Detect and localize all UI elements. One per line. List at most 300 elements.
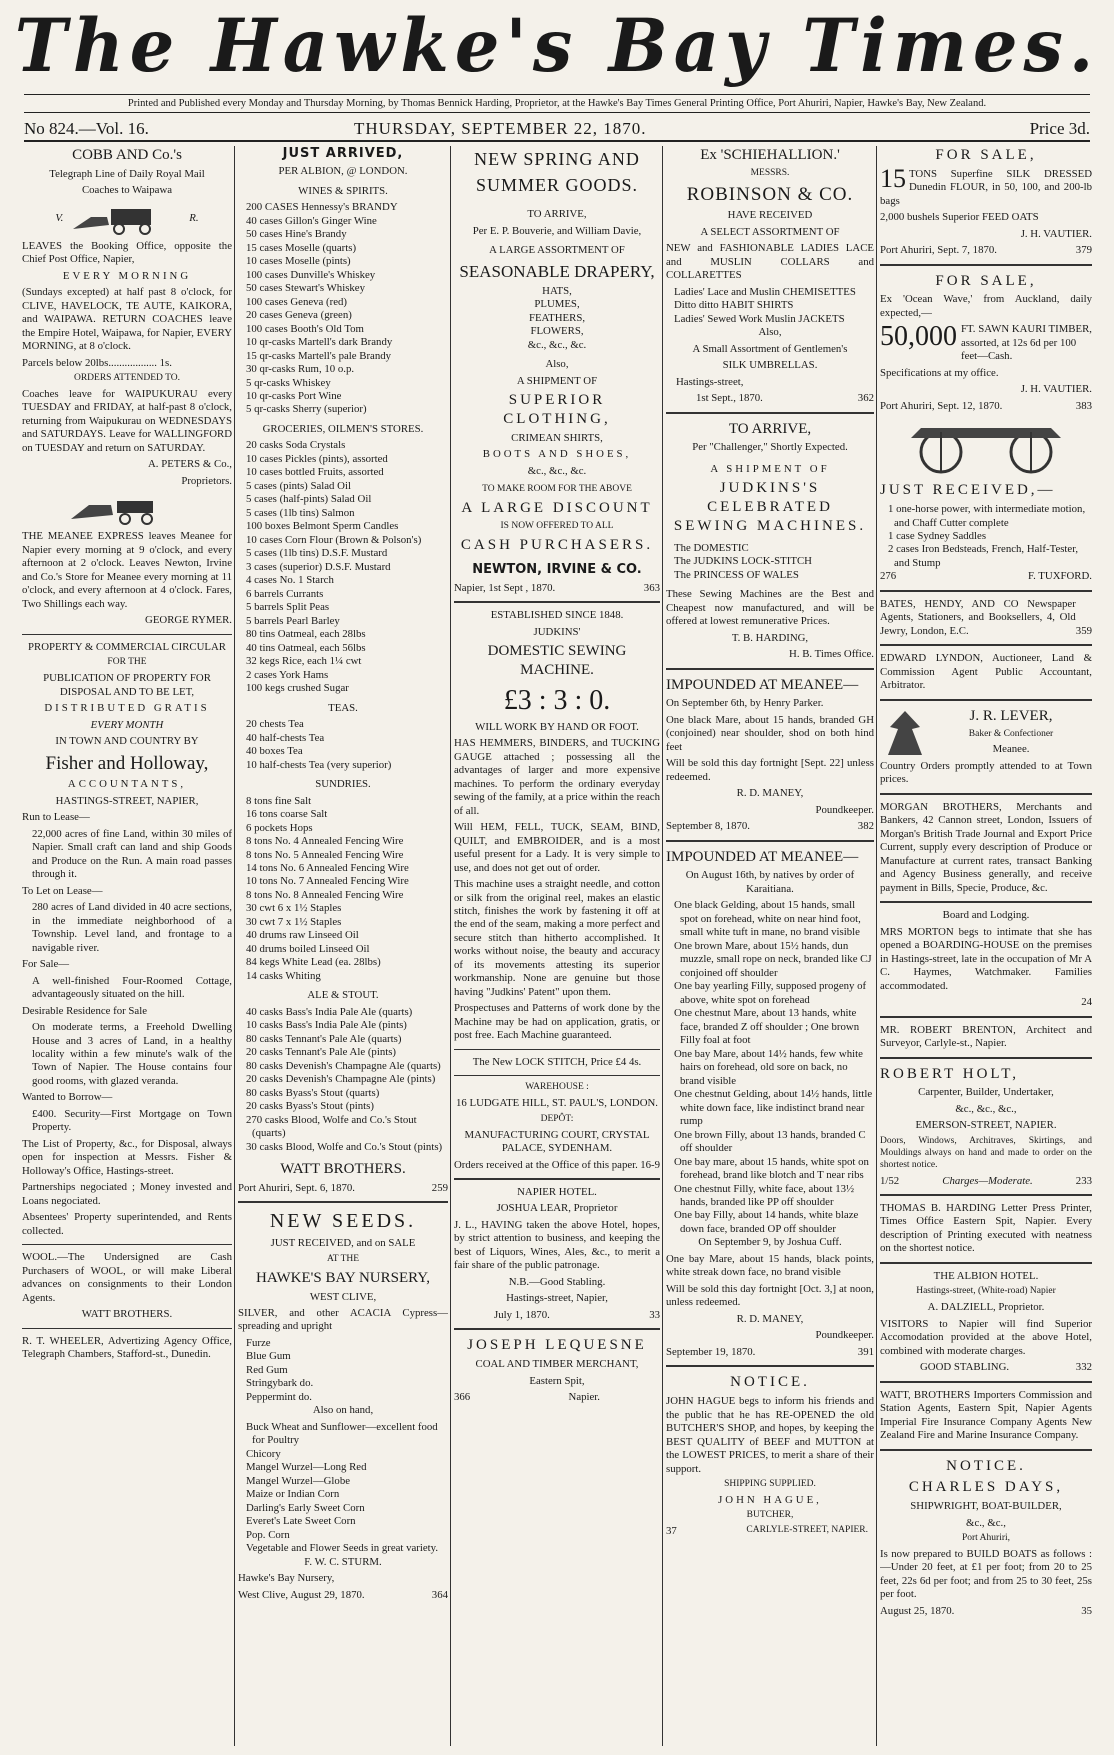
wool-notice: WOOL.—The Undersigned are Cash Purchasers of WOOL, or will make Liberal advances on consignments to their London Agents. (22, 1251, 232, 1304)
column-2 (238, 146, 448, 1746)
list-item: 8 tons No. 4 Annealed Fencing Wire (246, 835, 404, 848)
offered-to-all: IS NOW OFFERED TO ALL (500, 520, 614, 531)
list-item: 100 cases Geneva (red) (246, 295, 348, 308)
feed-oats: 2,000 bushels Superior FEED OATS (880, 211, 1039, 224)
list-item: 5 qr-casks Whiskey (246, 376, 331, 389)
list-item: 20 casks Byass's Stout (pints) (246, 1100, 374, 1113)
distributed-gratis: DISTRIBUTED GRATIS (44, 702, 210, 715)
list-item: Pop. Corn (246, 1528, 290, 1541)
holt-number-1: 1/52 (880, 1174, 900, 1187)
residence-heading: Desirable Residence for Sale (22, 1004, 148, 1017)
list-item: Ditto ditto HABIT SHIRTS (674, 299, 794, 312)
machine-hem: Will HEM, FELL, TUCK, SEAM, BIND, QUILT, and EMBROIDER, and is a most useful present for a Lady. It is very simple to use, and does not get out of order. (454, 821, 660, 874)
just-received: JUST RECEIVED,— (880, 482, 1056, 499)
newton-date: Napier, 1st Sept , 1870. (454, 581, 556, 594)
albion-street: Hastings-street, (White-road) Napier (916, 1286, 1056, 1297)
vautier-date: Port Ahuriri, Sept. 7, 1870. (880, 244, 997, 257)
maney-signature: R. D. MANEY, (736, 787, 804, 800)
list-item: 40 casks Bass's India Pale Ale (quarts) (246, 1005, 413, 1018)
vautier-signature-2: J. H. VAUTIER. (1020, 383, 1092, 396)
at-the: AT THE (326, 1253, 360, 1264)
list-item: 40 cases Gillon's Ginger Wine (246, 214, 377, 227)
days-footer (880, 1605, 1092, 1618)
shipwright: SHIPWRIGHT, BOAT-BUILDER, (910, 1500, 1062, 1513)
list-item: 1 case Sydney Saddles (888, 530, 987, 542)
rymer-signature: GEORGE RYMER. (145, 614, 232, 627)
new-seeds: NEW SEEDS. (269, 1210, 417, 1233)
vautier-number-2: 383 (1075, 399, 1092, 412)
list-item: 8 tons No. 8 Annealed Fencing Wire (246, 888, 404, 901)
list-item: 80 casks Byass's Stout (quarts) (246, 1086, 380, 1099)
drapery-list (454, 285, 660, 339)
list-item: Mangel Wurzel—Globe (246, 1474, 351, 1487)
list-item: HATS, (542, 284, 572, 297)
also: Also, (758, 326, 782, 339)
impounded-sold-1: Will be sold this day fortnight [Sept. 22] unless redeemed. (666, 757, 874, 783)
impounded-number-1: 382 (857, 820, 874, 833)
hotel-body: J. L., HAVING taken the above Hotel, hopes, by strict attention to business, and keeping the best of Liquors, Wines, Ales, &c., to merit a fair share of the public patronage. (454, 1218, 660, 1272)
list-item: 80 tins Oatmeal, each 28lbs (246, 628, 366, 641)
kauri-body: FT. SAWN KAURI TIMBER, assorted, at 12s 6d per 100 feet—Cash. (961, 323, 1092, 363)
divider (666, 412, 874, 414)
hague-footer (666, 1525, 874, 1538)
divider (880, 1057, 1092, 1059)
hotel-number: 33 (649, 1308, 660, 1321)
meanee-engraving (22, 492, 232, 526)
issue-price: Price 3d. (1029, 119, 1090, 138)
holt-charges: Charges—Moderate. (942, 1174, 1033, 1187)
divider (880, 1194, 1092, 1196)
days-etc: &c., &c., (966, 1516, 1006, 1529)
property-publication: PUBLICATION OF PROPERTY FOR DISPOSAL AND TO BE LET, (43, 672, 211, 698)
machines-body: These Sewing Machines are the Best and Cheapest now manufactured, and will be offered at lowest remunerative Prices. (666, 588, 874, 628)
peters-signature: A. PETERS & Co., (148, 458, 232, 471)
tuxford-footer (880, 570, 1092, 583)
list-item: 1 one-horse power, with intermediate motion, and Chaff Cutter complete (888, 503, 1086, 529)
divider (454, 601, 660, 603)
list-item: Mangel Wurzel—Long Red (246, 1461, 367, 1474)
divider (880, 901, 1092, 903)
list-item: 5 cases (1lb tins) Salmon (246, 506, 355, 519)
list-item: 10 qr-casks Port Wine (246, 390, 342, 402)
large-assortment: A LARGE ASSORTMENT OF (489, 244, 625, 257)
teas-heading: TEAS. (328, 701, 358, 714)
cobb-subtitle: Telegraph Line of Daily Royal Mail (49, 167, 205, 180)
napier-hotel: NAPIER HOTEL. (517, 1186, 597, 1198)
list-item: 8 tons fine Salt (246, 794, 312, 807)
sturm-footer (238, 1589, 448, 1602)
west-clive: WEST CLIVE, (309, 1290, 377, 1303)
orders-attended: ORDERS ATTENDED TO. (73, 373, 180, 384)
list-item: 2 cases Iron Bedsteads, French, Half-Tester, and Stump (888, 543, 1079, 569)
cut-label-right: R. (189, 211, 199, 224)
vautier-signature: J. H. VAUTIER. (1020, 227, 1092, 240)
partnerships: Partnerships negociated ; Money invested and Loans negociated. (22, 1181, 232, 1207)
sturm-date: West Clive, August 29, 1870. (238, 1588, 365, 1601)
sturm-place: Hawke's Bay Nursery, (238, 1572, 335, 1585)
seed-list (238, 1337, 448, 1404)
list-item: One bay Mare, about 14½ hands, few white hairs on forehead, old sore on back, no brand visible (674, 1047, 863, 1087)
bates-number: 359 (1075, 624, 1092, 637)
list-item: 3 cases (superior) D.S.F. Mustard (246, 560, 391, 573)
divider (880, 1381, 1092, 1383)
shipment-of: A SHIPMENT OF (516, 374, 598, 387)
lever-ad (880, 707, 1092, 760)
tuxford-list (880, 503, 1092, 570)
list-item: 20 casks Soda Crystals (246, 439, 346, 452)
models-list (666, 542, 874, 582)
fisher-holloway: Fisher and Holloway, (45, 752, 209, 774)
harding-signature: T. B. HARDING, (731, 631, 809, 644)
list-item: 40 boxes Tea (246, 745, 303, 758)
divider (880, 264, 1092, 266)
column-rule (876, 146, 877, 1746)
list-item: 20 cases Geneva (green) (246, 309, 352, 322)
hand-list (238, 1421, 448, 1556)
list-item: 16 tons coarse Salt (246, 808, 328, 821)
notice-heading-2: NOTICE. (946, 1457, 1026, 1474)
list-item: Darling's Early Sweet Corn (246, 1501, 365, 1514)
accountants: ACCOUNTANTS, (67, 778, 187, 791)
robinson-list (666, 286, 874, 326)
poundkeeper-label: Poundkeeper. (815, 803, 874, 816)
list-item: FLOWERS, (530, 325, 584, 338)
residence-body: On moderate terms, a Freehold Dwelling House and 3 acres of Land, in a healthy locality within a few minute's walk of the Town of Napier. The House contains four good rooms, with glazed veranda. (32, 1021, 232, 1087)
judkins-name: JUDKINS' (533, 625, 581, 638)
judkins-celebrated: JUDKINS'S CELEBRATED SEWING MACHINES. (673, 480, 867, 534)
orders-footer (454, 1159, 660, 1172)
carriage-icon (67, 493, 187, 525)
watt-signature: WATT BROTHERS. (81, 1308, 173, 1321)
divider (880, 644, 1092, 646)
also: Also, (545, 358, 569, 371)
impounded-footer-1 (666, 820, 874, 833)
town-and-country: IN TOWN AND COUNTRY BY (55, 735, 199, 748)
impounded-number-2: 391 (857, 1345, 874, 1358)
country-orders: Country Orders promptly attended to at Town prices. (880, 759, 1092, 786)
good-stabling: N.B.—Good Stabling. (508, 1275, 606, 1288)
seasonable-drapery: SEASONABLE DRAPERY, (459, 261, 655, 281)
column-rule (450, 146, 451, 1746)
wheeler-agency: R. T. WHEELER, Advertizing Agency Office, Telegraph Chambers, Stafford-st., Dunedin. (22, 1334, 232, 1361)
machine-needle: This machine uses a straight needle, and cotton or silk from the original reel, makes an elastic stitch, finishes the work by fastening it off at the end of the seam, making a more perfect and secure stitch than hitherto accomplished. It works without noise, the beauty and accuracy of its movements attesting its superior workmanship. None are genuine but those having "Judkins' Patent" upon them. (454, 878, 660, 998)
divider (22, 1244, 232, 1245)
list-item: 50 cases Hine's Brandy (246, 228, 347, 241)
list-item: 15 cases Moselle (quarts) (246, 241, 357, 254)
shipment-of: A SHIPMENT OF (710, 462, 830, 475)
list-item: 10 casks Bass's India Pale Ale (pints) (246, 1019, 407, 1032)
run-body: 22,000 acres of fine Land, within 30 miles of Napier. Small craft can land and ship Goods and Produce on the Run. A main road passes through it. (32, 827, 232, 881)
list-item: 5 cases (pints) Salad Oil (246, 479, 351, 492)
messrs: MESSRS. (750, 167, 790, 178)
silk-umbrellas: SILK UMBRELLAS. (722, 359, 818, 372)
sturm-signature: F. W. C. STURM. (304, 1555, 382, 1568)
tuxford-signature: F. TUXFORD. (1027, 570, 1092, 583)
list-item: 5 qr-casks Sherry (superior) (246, 403, 367, 416)
crimean-shirts: CRIMEAN SHIRTS, (511, 431, 603, 444)
board-lodging: Board and Lodging. (942, 909, 1030, 922)
cobb-body-2: (Sundays excepted) at half past 8 o'clock, for CLIVE, HAVELOCK, TE AUTE, KAIKORA, and WAIPAWA. RETURN COACHES leave the Empire Hotel, Waipawa, for Napier, EVERY MORNING, at 8 o'clock. (22, 286, 232, 353)
cobb-every-morning: EVERY MORNING (62, 269, 192, 282)
borrow-body: £400. Security—First Mortgage on Town Property. (32, 1107, 232, 1134)
divider (22, 634, 232, 635)
newton-footer (454, 582, 660, 595)
orders-number: 16-9 (640, 1158, 660, 1171)
list-item: 14 casks Whiting (246, 969, 321, 982)
tuxford-number: 276 (880, 570, 897, 583)
list-item: 20 chests Tea (246, 718, 304, 731)
list-item: 100 cases Booth's Old Tom (246, 322, 364, 335)
silver-acacia: SILVER, and other ACACIA Cypress—spreading and upright (238, 1306, 448, 1333)
thomas-harding: THOMAS B. HARDING Letter Press Printer, Times Office Eastern Spit, Napier. Every description of Printing executed with neatness on the shortest notice. (880, 1201, 1092, 1255)
grocery-heading: GROCERIES, OILMEN'S STORES. (262, 422, 424, 435)
ale-heading: ALE & STOUT. (307, 989, 379, 1002)
edward-lyndon: EDWARD LYNDON, Auctioneer, Land & Commission Agent Public Accountant, Arbitrator. (880, 652, 1092, 692)
sundry-list (238, 795, 448, 984)
tea-list (238, 718, 448, 772)
times-office: H. B. Times Office. (789, 648, 874, 661)
maney-signature-2: R. D. MANEY, (736, 1312, 804, 1325)
list-item: 2 cases York Hams (246, 668, 329, 681)
impounded-date-1: September 8, 1870. (666, 820, 750, 833)
list-item: PLUMES, (534, 298, 580, 311)
per-albion: PER ALBION, @ LONDON. (278, 165, 408, 178)
joseph-napier: Napier. (568, 1391, 600, 1404)
list-item: 40 drums boiled Linseed Oil (246, 942, 370, 955)
property-circular-title: PROPERTY & COMMERCIAL CIRCULAR (27, 640, 227, 653)
list-item: One bay Filly, about 14 hands, white blaze down face, branded OP off shoulder (674, 1209, 859, 1235)
sundries-heading: SUNDRIES. (315, 778, 371, 791)
masthead (0, 0, 1114, 92)
parcels-rate: Parcels below 20lbs.................. 1s. (22, 356, 172, 369)
nursery-name: HAWKE'S BAY NURSERY, (256, 1269, 430, 1286)
flour-ad (880, 163, 1092, 208)
list-item: 40 drums raw Linseed Oil (246, 929, 359, 942)
shipping-supplied: SHIPPING SUPPLIED. (724, 1478, 816, 1489)
list-item: 30 casks Blood, Wolfe and Co.'s Stout (pints) (246, 1140, 443, 1153)
per-challenger: Per "Challenger," Shortly Expected. (692, 441, 848, 454)
meanee-express: THE MEANEE EXPRESS leaves Meanee for Napier every morning at 9 o'clock, and every afternoon at 2 o'clock. Leaves Newton, Irvine and Co.'s Store for Meanee every morning at 11 o'clock, and every afternoon at 4 o'clock. Fares, Two Shillings each way. (22, 530, 232, 610)
cobb-subtitle-2: Coaches to Waipawa (81, 184, 173, 197)
every-month: EVERY MONTH (90, 718, 164, 731)
impounded-heading-1: IMPOUNDED AT MEANEE— (666, 676, 859, 693)
list-item: 100 boxes Belmont Sperm Candles (246, 520, 399, 533)
list-item: 100 kegs crushed Sugar (246, 682, 349, 695)
list-item: Ladies' Sewed Work Muslin JACKETS (674, 312, 845, 325)
warehouse-label: WAREHOUSE : (525, 1082, 589, 1093)
etc-line-2: &c., &c., &c. (527, 464, 587, 477)
vautier-footer-2 (880, 400, 1092, 413)
list-item: 30 cwt 7 x 1½ Staples (246, 915, 342, 928)
list-item: 14 tons No. 6 Annealed Fencing Wire (246, 861, 409, 874)
column-5 (880, 146, 1092, 1746)
coal-timber: COAL AND TIMBER MERCHANT, (475, 1358, 639, 1371)
newton-irvine: NEWTON, IRVINE & CO. (472, 562, 642, 578)
list-item: 80 casks Tennant's Pale Ale (quarts) (246, 1032, 402, 1045)
column-rule (662, 146, 663, 1746)
list-item: 10 qr-casks Martell's dark Brandy (246, 336, 393, 349)
kauri-quantity: 50,000 (880, 321, 957, 353)
list-item: The PRINCESS OF WALES (674, 568, 799, 581)
absentees: Absentees' Property superintended, and Rents collected. (22, 1211, 232, 1237)
morton-body: MRS MORTON begs to intimate that she has opened a BOARDING-HOUSE on the premises in Hastings-street, late in the occupation of Mr A C. Haymes, Watchmaker. Families accommodated. (880, 925, 1092, 992)
divider (454, 1075, 660, 1076)
divider (238, 1201, 448, 1203)
flour-body: TONS Superfine SILK DRESSED Dunedin FLOUR, in 50, 100, and 200-lb bags (880, 167, 1092, 207)
carlyle-street: CARLYLE-STREET, NAPIER. (746, 1525, 868, 1536)
bates-ad (880, 598, 1092, 638)
lock-stitch-price: The New LOCK STITCH, Price £4 4s. (472, 1055, 642, 1068)
divider (880, 793, 1092, 795)
impounded-bay: One bay Mare, about 15 hands, black points, white streak down face, no brand visible (666, 1252, 874, 1279)
list-item: Buck Wheat and Sunflower—excellent food for Poultry (246, 1420, 438, 1447)
cobb-body: LEAVES the Booking Office, opposite the Chief Post Office, Napier, (22, 239, 232, 266)
hotel-footer (454, 1309, 660, 1322)
list-item: The JUDKINS LOCK-STITCH (674, 555, 812, 568)
list-item: FEATHERS, (528, 311, 586, 324)
impounded-footer-2 (666, 1346, 874, 1359)
etc-line: &c., &c., &c. (527, 338, 587, 351)
divider (880, 1016, 1092, 1018)
column-4 (666, 146, 874, 1746)
build-boats: Is now prepared to BUILD BOATS as follows :—Under 20 feet, at £1 per foot; from 20 to 25 feet, 22s 6d per foot; and from 25 to 30 feet, 25s per foot. (880, 1547, 1092, 1601)
divider (22, 1328, 232, 1329)
divider (454, 1178, 660, 1180)
john-hague: JOHN HAGUE, (718, 1493, 822, 1506)
sturm-number: 364 (431, 1588, 448, 1601)
list-item: One brown Filly, about 13 hands, branded C off shoulder (674, 1128, 866, 1155)
list-item: 80 casks Devenish's Champagne Ale (quarts) (246, 1059, 441, 1072)
list-item: Peppermint do. (246, 1390, 312, 1403)
hastings-street: HASTINGS-STREET, NAPIER, (55, 794, 199, 807)
list-item: One bay mare, about 15 hands, white spot on forehead, brand like blotch and T near ribs (674, 1155, 869, 1182)
baker-label: Baker & Confectioner (968, 728, 1054, 739)
list-item: 10 half-chests Tea (very superior) (246, 758, 392, 771)
ex-schiehallion: Ex 'SCHIEHALLION.' (700, 147, 840, 163)
ocean-wave: Ex 'Ocean Wave,' from Auckland, daily expected,— (880, 293, 1092, 319)
impounded-on-3: On September 9, by Joshua Cuff. (698, 1236, 842, 1249)
make-room: TO MAKE ROOM FOR THE ABOVE (482, 484, 632, 495)
list-item: The DOMESTIC (674, 541, 749, 554)
list-item: Red Gum (246, 1363, 288, 1376)
eastern-spit: Eastern Spit, (529, 1374, 585, 1387)
list-item: Blue Gum (246, 1350, 291, 1363)
vautier-date-2: Port Ahuriri, Sept. 12, 1870. (880, 399, 1003, 412)
butcher-label: BUTCHER, (746, 1510, 794, 1521)
watt-agents: WATT, BROTHERS Importers Commission and Station Agents, Eastern Spit, Napier Agents Imperial Fire Insurance Company Agents New Zealand Fire and Marine Insurance Company. (880, 1388, 1092, 1442)
sale-body: A well-finished Four-Roomed Cottage, advantageously situated on the hill. (32, 974, 232, 1001)
holt-etc: &c., &c., &c., (955, 1102, 1017, 1115)
list-item: 30 qr-casks Rum, 10 o.p. (246, 363, 355, 376)
list-item: 10 cases Corn Flour (Brown & Polson's) (246, 533, 422, 546)
robinson-footer (666, 392, 874, 405)
divider (880, 1449, 1092, 1451)
port-ahuriri: Port Ahuriri, (961, 1533, 1011, 1544)
list-item: 50 cases Stewart's Whiskey (246, 282, 365, 295)
list-item: 5 barrels Pearl Barley (246, 614, 340, 627)
crystal-palace: MANUFACTURING COURT, CRYSTAL PALACE, SYDENHAM. (464, 1128, 650, 1155)
list-item: One brown Mare, about 15½ hands, dun muzzle, small rope on neck, branded like CJ conjoined off shoulder (674, 939, 872, 979)
list-item: 10 tons No. 7 Annealed Fencing Wire (246, 875, 409, 888)
impounded-sold-2: Will be sold this day fortnight [Oct. 3,] at noon, unless redeemed. (666, 1282, 874, 1309)
for-sale-1: FOR SALE, (935, 147, 1037, 163)
list-item: 6 pockets Hops (246, 821, 313, 834)
list-item: Vegetable and Flower Seeds in great variety. (246, 1542, 439, 1555)
reaper-engraving (880, 417, 1092, 477)
list-item: 100 cases Dunville's Whiskey (246, 268, 376, 281)
divider (666, 840, 874, 842)
issue-bar (24, 118, 1090, 142)
seeds-just: JUST RECEIVED, and on SALE (270, 1237, 416, 1250)
coach-engraving (22, 202, 232, 236)
select-assortment: A SELECT ASSORTMENT OF (700, 225, 840, 238)
morton-number: 24 (1081, 996, 1092, 1009)
superior-clothing: SUPERIOR CLOTHING, (503, 392, 611, 428)
bates-body: BATES, HENDY, AND CO Newspaper Agents, Stationers, and Booksellers, 4, Old Jewry, London, E.C. (880, 597, 1076, 637)
orders-received: Orders received at the Office of this paper. (454, 1158, 638, 1171)
list-item: 20 casks Tennant's Pale Ale (pints) (246, 1046, 397, 1059)
list-item: 200 CASES Hennessy's BRANDY (246, 201, 398, 214)
machine-features: HAS HEMMERS, BINDERS, and TUCKING GAUGE attached ; possessing all the advantages of larger and more expensive machines. To perform the ordinary everyday sewing of the family, at a price within the reach of all. (454, 737, 660, 817)
robinson-date: 1st Sept., 1870. (696, 392, 763, 405)
specifications: Specifications at my office. (880, 366, 999, 379)
list-item: 270 casks Blood, Wolfe and Co.'s Stout (quarts) (246, 1113, 417, 1140)
cash-purchasers: CASH PURCHASERS. (460, 536, 654, 553)
horse-list (666, 899, 874, 1236)
joshua-lear: JOSHUA LEAR, Proprietor (496, 1202, 618, 1215)
divider (880, 1262, 1092, 1264)
sewing-machine: DOMESTIC SEWING MACHINE. (487, 643, 627, 678)
doors-windows: Doors, Windows, Architraves, Skirtings, and Mouldings always on hand and made to order on the shortest notice. (880, 1135, 1092, 1170)
impounded-body-1: One black Mare, about 15 hands, branded GH (conjoined) near shoulder, shod on both hind feet (666, 713, 874, 753)
watt-brothers: WATT BROTHERS. (280, 1161, 406, 1178)
lever-name: J. R. LEVER, (969, 707, 1053, 724)
list-item: 10 cases bottled Fruits, assorted (246, 466, 384, 479)
small-assortment: A Small Assortment of Gentlemen's (692, 342, 848, 355)
hotel-date: July 1, 1870. (494, 1308, 550, 1321)
divider (666, 668, 874, 670)
list-item: Furze (246, 1336, 271, 1349)
imprint-line: Printed and Published every Monday and Thursday Morning, by Thomas Bennick Harding, Proprietor, at the Hawke's Bay Times General Printing Office, Port Ahuriri, Napier, Hawke's Bay, New Zealand. (24, 94, 1090, 113)
notice-heading: NOTICE. (730, 1374, 810, 1391)
joseph-footer (454, 1391, 660, 1404)
watt-date: Port Ahuriri, Sept. 6, 1870. (238, 1181, 355, 1194)
to-arrive: TO ARRIVE, (728, 420, 812, 437)
grocery-list (238, 439, 448, 695)
newspaper-title: The Hawke's Bay Times. (14, 1, 1100, 90)
run-heading: Run to Lease— (22, 811, 90, 824)
per-ships: Per E. P. Bouverie, and William Davie, (472, 224, 642, 237)
vautier-number: 379 (1075, 244, 1092, 257)
just-arrived: JUST ARRIVED, (282, 146, 404, 161)
albion-footer (880, 1361, 1092, 1374)
list-item: 8 tons No. 5 Annealed Fencing Wire (246, 848, 404, 861)
divider (880, 699, 1092, 701)
ladies-collars: NEW and FASHIONABLE LADIES LACE and MUSLIN COLLARS and COLLARETTES (666, 242, 874, 282)
hotel-street: Hastings-street, Napier, (506, 1292, 608, 1305)
list-item: 5 barrels Split Peas (246, 601, 330, 614)
impounded-date-2: September 19, 1870. (666, 1345, 756, 1358)
carpenter: Carpenter, Builder, Undertaker, (918, 1086, 1054, 1099)
cobb-title: COBB AND Co.'s (72, 147, 182, 163)
property-for: FOR THE (107, 657, 147, 668)
charles-days: CHARLES DAYS, (908, 1479, 1064, 1496)
to-arrive: TO ARRIVE, (527, 208, 587, 221)
watt-number: 259 (431, 1181, 448, 1194)
list-item: Everet's Late Sweet Corn (246, 1515, 356, 1528)
also-on-hand: Also on hand, (312, 1404, 374, 1417)
impounded-on-1: On September 6th, by Henry Parker. (666, 697, 824, 710)
